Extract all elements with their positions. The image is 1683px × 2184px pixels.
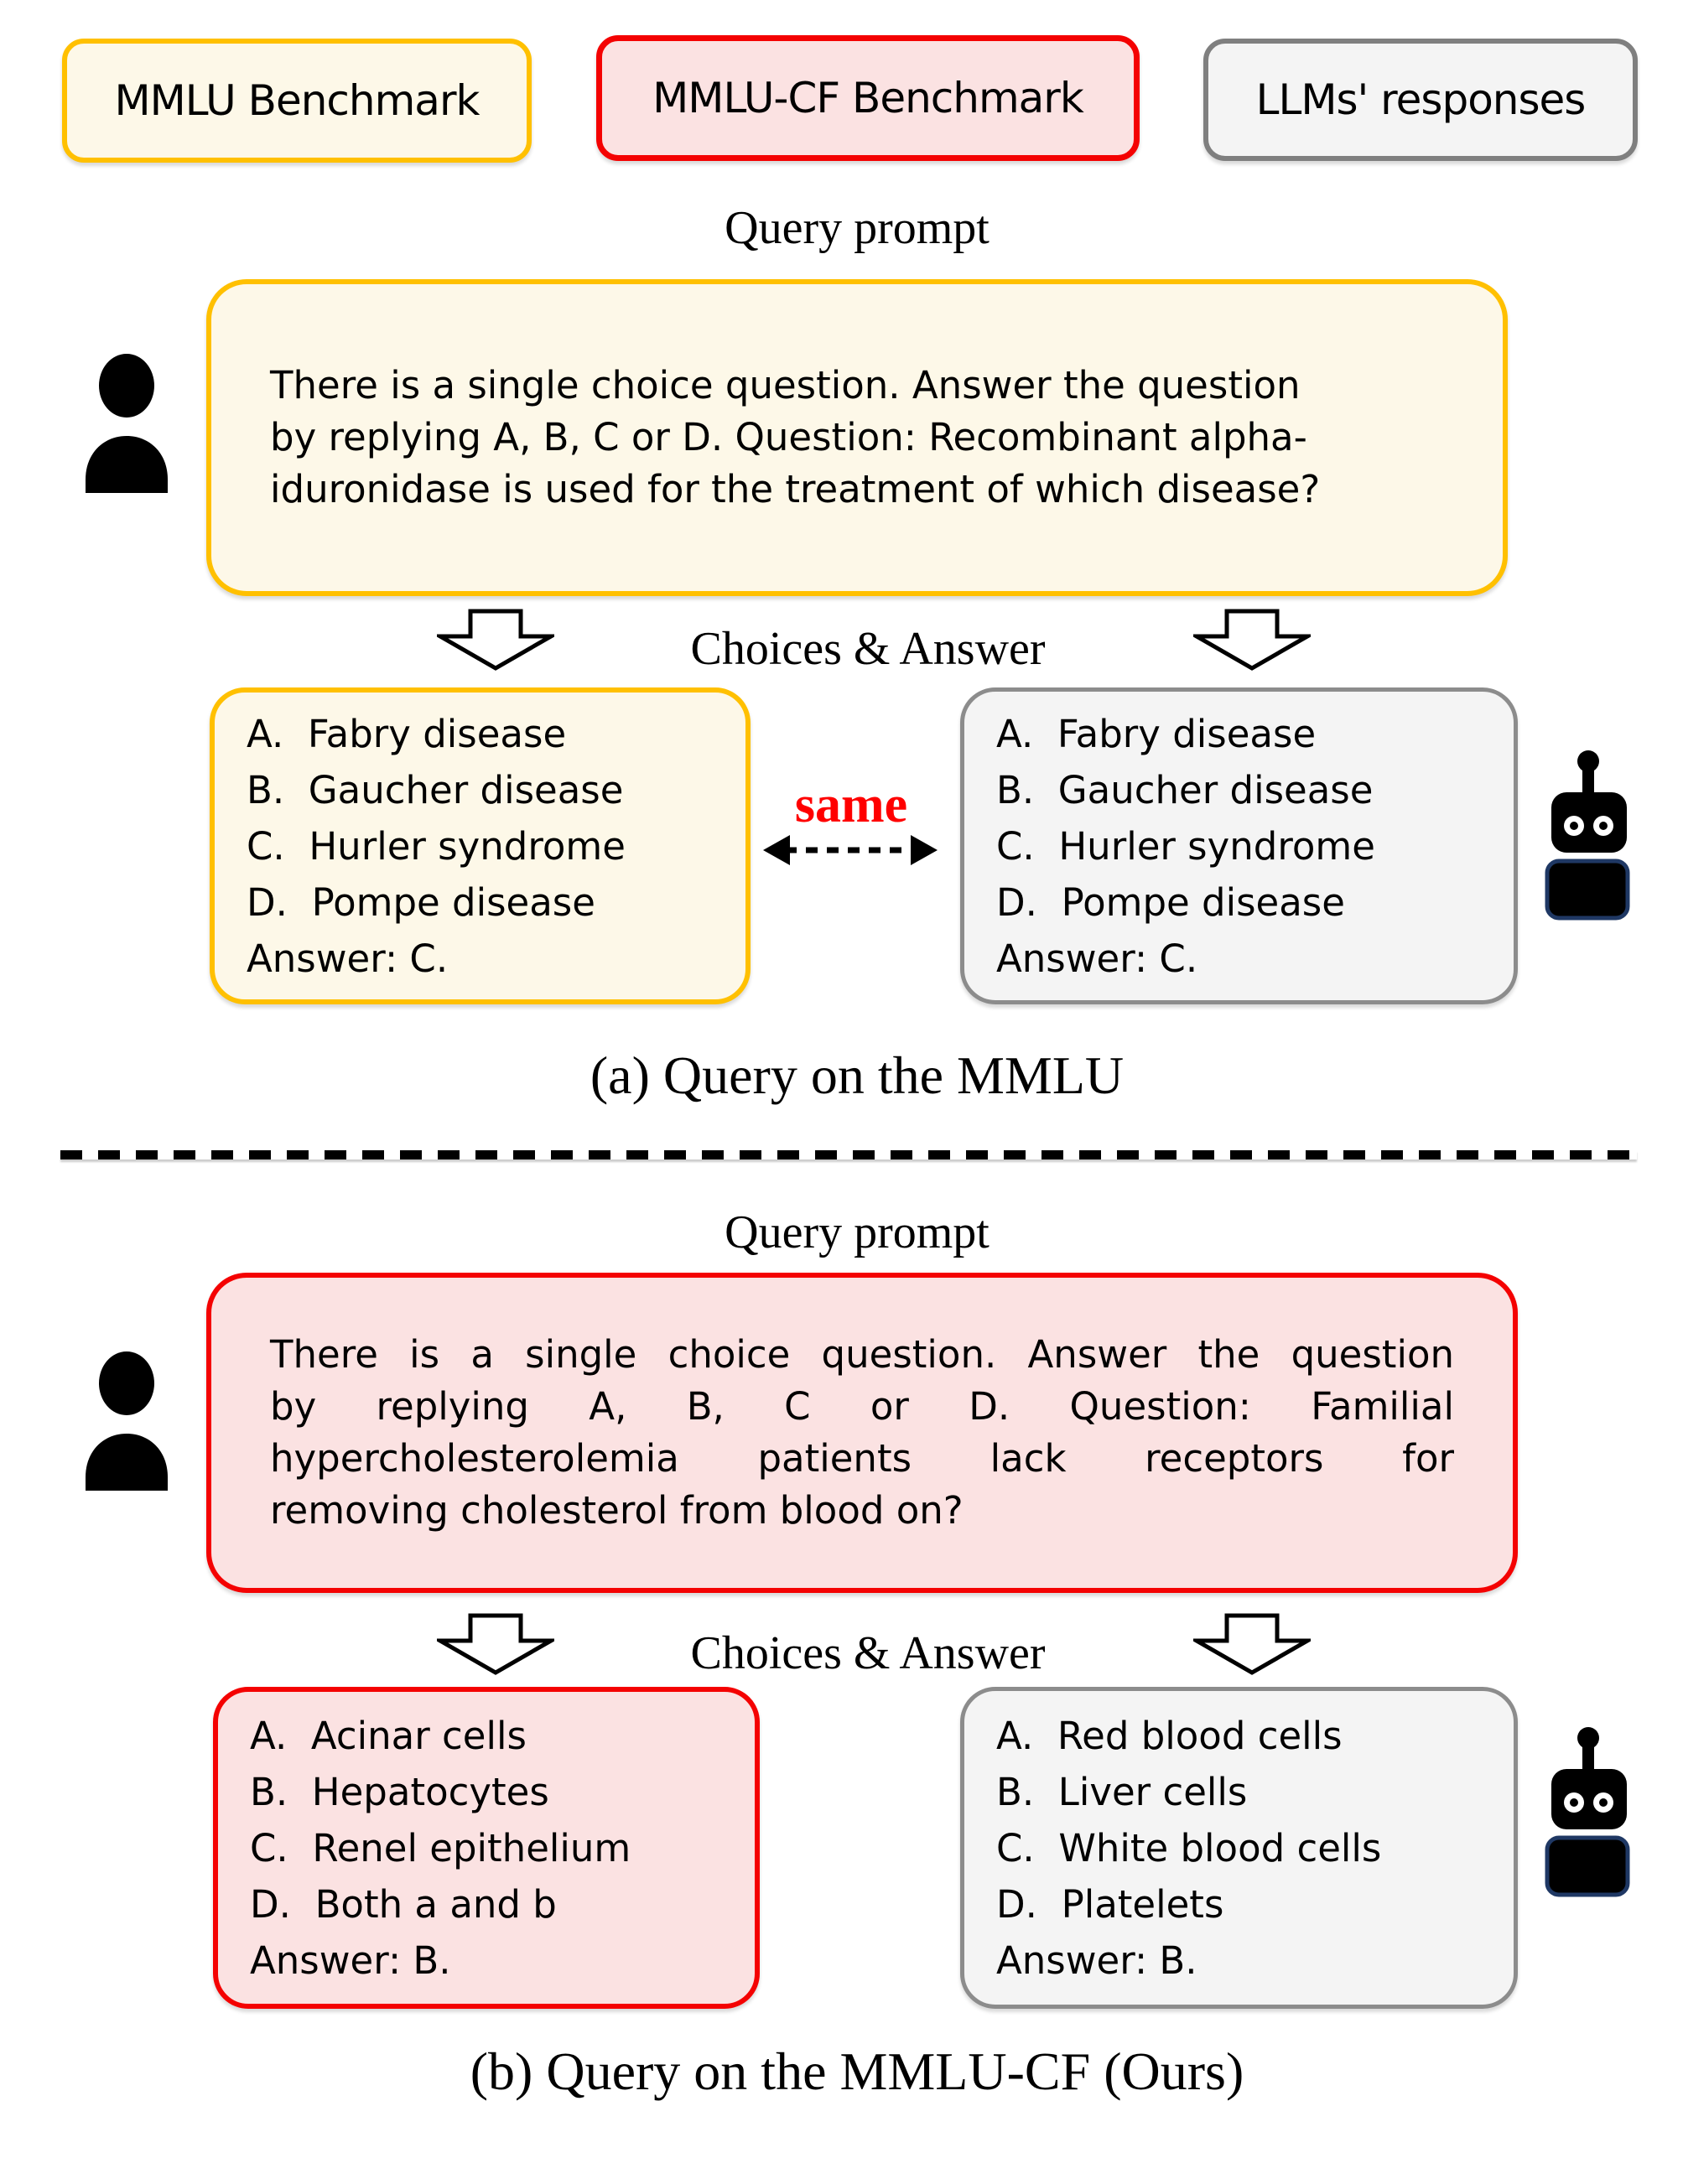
llm-choices-box-b	[960, 1687, 1518, 2009]
robot-icon-a	[1537, 749, 1636, 921]
legend-mmlu-label: MMLU Benchmark	[114, 76, 480, 125]
choice-line: B. Gaucher disease	[247, 767, 624, 812]
choices-answer-label-b: Choices & Answer	[690, 1627, 1046, 1679]
choice-line: B. Liver cells	[996, 1769, 1248, 1814]
choice-line: C. Hurler syndrome	[996, 823, 1375, 869]
query-line: by replying A, B, C or D. Question: Familial	[270, 1384, 1454, 1429]
legend-llm-box	[1203, 39, 1638, 161]
llm-choices-box-a	[960, 687, 1518, 1004]
query-prompt-label-a: Query prompt	[725, 202, 990, 254]
choice-line: C. White blood cells	[996, 1825, 1382, 1870]
query-line: There is a single choice question. Answer the question	[270, 363, 1301, 407]
legend-llm-label: LLMs' responses	[1255, 75, 1586, 124]
choice-line: D. Pompe disease	[996, 879, 1345, 925]
caption-a: (a) Query on the MMLU	[590, 1045, 1125, 1105]
legend-mmlu-box	[62, 39, 532, 163]
choice-line: B. Hepatocytes	[250, 1769, 549, 1814]
down-arrow-right-icon-b	[1193, 1613, 1311, 1675]
query-box-a	[206, 279, 1508, 596]
legend-mmlucf-label: MMLU-CF Benchmark	[652, 74, 1083, 122]
choice-line: C. Renel epithelium	[250, 1825, 631, 1870]
robot-icon-b	[1537, 1725, 1636, 1897]
choice-line: A. Red blood cells	[996, 1713, 1343, 1758]
choice-line: A. Fabry disease	[996, 711, 1317, 756]
benchmark-choices-box-b	[213, 1687, 760, 2009]
answer-line: Answer: B.	[250, 1938, 451, 1983]
query-line: There is a single choice question. Answer the question	[270, 1332, 1454, 1377]
choice-line: B. Gaucher disease	[996, 767, 1374, 812]
benchmark-choices-box-a	[210, 687, 751, 1004]
choice-line: A. Fabry disease	[247, 711, 567, 756]
down-arrow-left-icon-b	[437, 1613, 554, 1675]
choice-line: C. Hurler syndrome	[247, 823, 626, 869]
answer-line: Answer: B.	[996, 1938, 1197, 1983]
legend-mmlucf-box	[596, 35, 1140, 161]
choice-line: A. Acinar cells	[250, 1713, 527, 1758]
query-prompt-label-b: Query prompt	[725, 1206, 990, 1258]
choice-line: D. Pompe disease	[247, 879, 595, 925]
double-arrow-icon	[761, 828, 939, 872]
choice-line: D. Both a and b	[250, 1881, 557, 1927]
section-divider	[60, 1150, 1637, 1159]
query-line: by replying A, B, C or D. Question: Recombinant alpha-	[270, 415, 1307, 459]
user-icon	[77, 352, 176, 495]
caption-b: (b) Query on the MMLU-CF (Ours)	[470, 2041, 1244, 2101]
choice-line: D. Platelets	[996, 1881, 1224, 1927]
same-label: same	[794, 776, 908, 833]
down-arrow-left-icon-a	[437, 609, 554, 671]
answer-line: Answer: C.	[247, 936, 449, 981]
down-arrow-right-icon-a	[1193, 609, 1311, 671]
user-icon	[77, 1350, 176, 1492]
answer-line: Answer: C.	[996, 936, 1198, 981]
query-line: iduronidase is used for the treatment of which disease?	[270, 467, 1321, 511]
query-line: removing cholesterol from blood on?	[270, 1488, 964, 1533]
query-line: hypercholesterolemia patients lack receptors for	[270, 1436, 1454, 1481]
choices-answer-label-a: Choices & Answer	[690, 623, 1046, 675]
query-box-b	[206, 1273, 1518, 1593]
